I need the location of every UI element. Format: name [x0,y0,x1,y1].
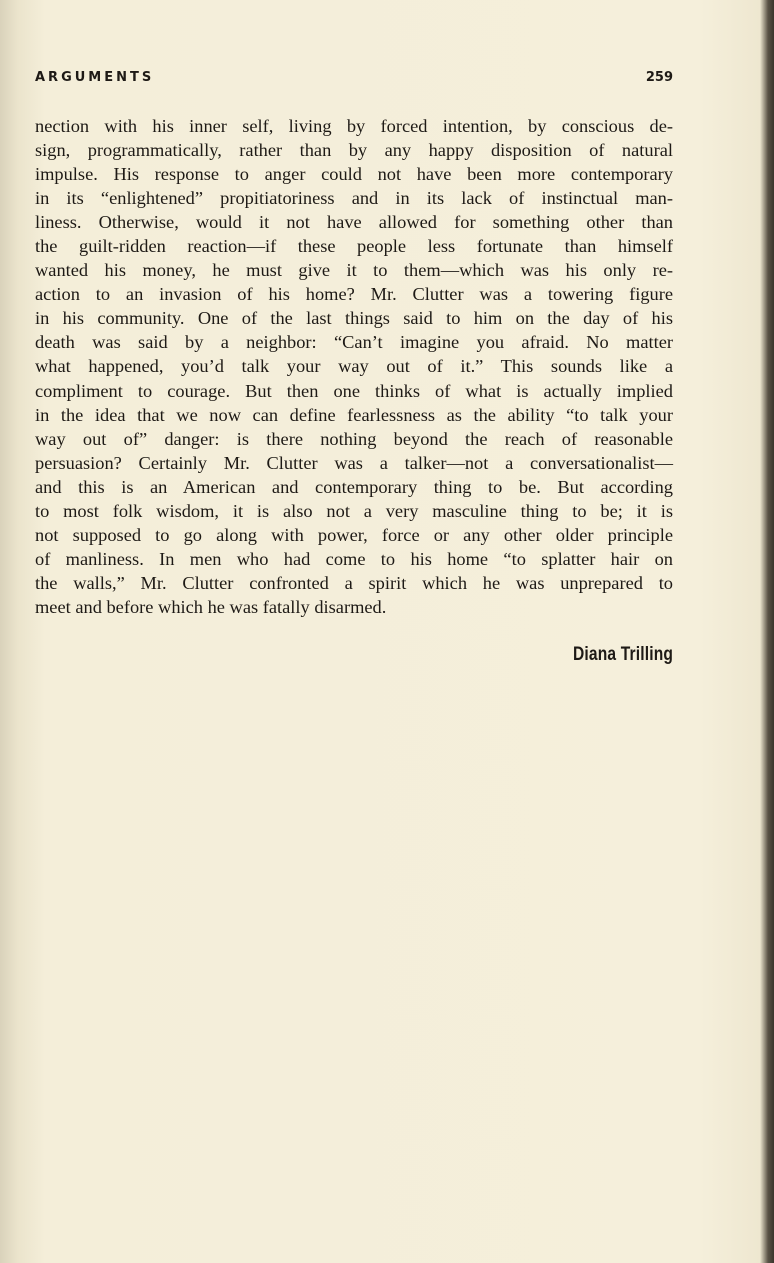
page-header [35,70,673,92]
body-text [35,114,673,619]
text-line: meet and before which he was fatally disarmed. [35,596,387,617]
text-line: nection with his inner self, living by forced intention, by conscious de- [35,116,673,136]
text-line: the guilt-ridden reaction—if these people less fortunate than himself [35,236,673,257]
text-line: persuasion? Certainly Mr. Clutter was a talker—not a conversationalist— [35,452,673,473]
running-head: ARGUMENTS [35,70,155,85]
text-line: wanted his money, he must give it to them—which was his only re- [35,260,673,281]
text-line: and this is an American and contemporary thing to be. But according [35,476,673,497]
text-line: compliment to courage. But then one thinks of what is actually implied [35,380,673,401]
text-line: in its “enlightened” propitiatoriness and in its lack of instinctual man- [35,188,673,209]
text-line: the walls,” Mr. Clutter confronted a spirit which he was unprepared to [35,572,673,593]
text-line: liness. Otherwise, would it not have allowed for something other than [35,212,673,233]
text-line: to most folk wisdom, it is also not a very masculine thing to be; it is [35,500,673,521]
author-signature: Diana Trilling [572,644,673,665]
text-line: not supposed to go along with power, force or any other older principle [35,524,673,545]
text-line: way out of” danger: is there nothing beyond the reach of reasonable [35,428,673,449]
text-line: action to an invasion of his home? Mr. Clutter was a towering figure [35,284,673,305]
text-line: sign, programmatically, rather than by any happy disposition of natural [35,140,673,161]
text-line: impulse. His response to anger could not have been more contemporary [35,164,673,185]
text-line: of manliness. In men who had come to his home “to splatter hair on [35,548,673,569]
text-line: in the idea that we now can define fearlessness as the ability “to talk your [35,404,673,425]
text-line: death was said by a neighbor: “Can’t imagine you afraid. No matter [35,332,673,353]
page-number: 259 [645,70,673,85]
text-line: what happened, you’d talk your way out of it.” This sounds like a [35,356,673,377]
text-line: in his community. One of the last things said to him on the day of his [35,308,673,329]
